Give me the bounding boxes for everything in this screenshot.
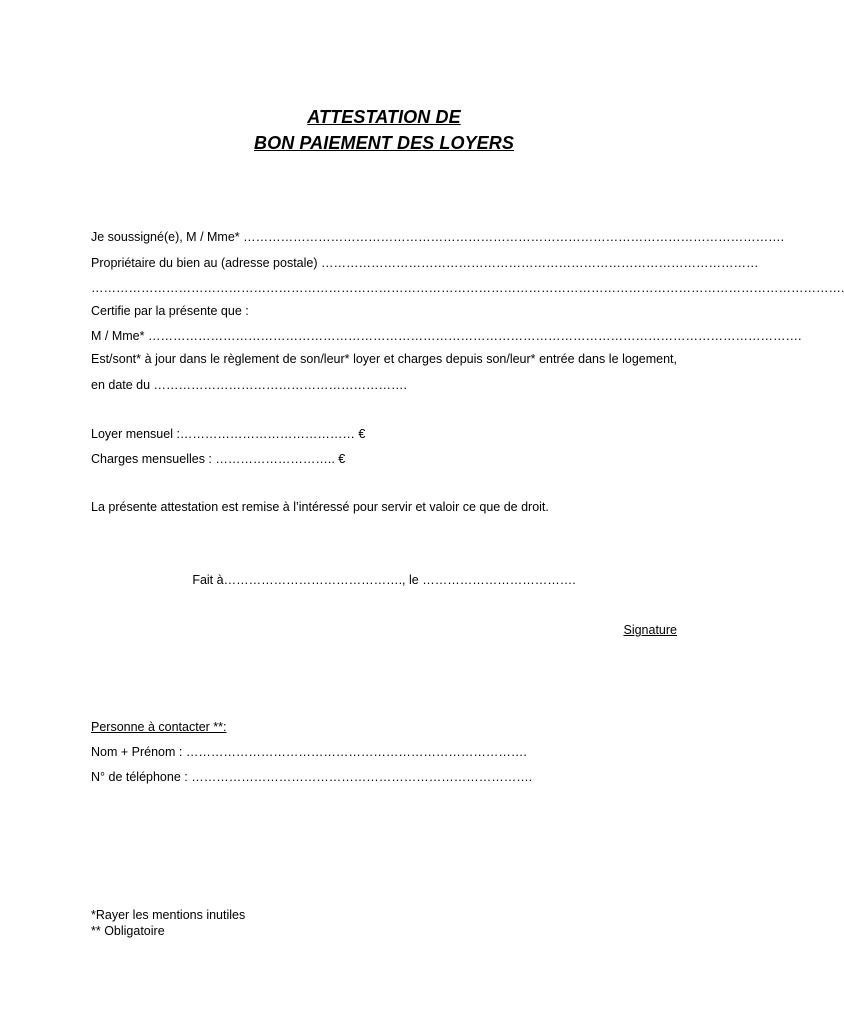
soussigne-line: Je soussigné(e), M / Mme* …………………………………………………………………………………………………………………. <box>91 230 785 244</box>
title-line-1: ATTESTATION DE <box>307 107 461 127</box>
adresse-suite-line: ………………………………………………………………………………………………………………………………………………………………. <box>91 281 844 295</box>
certifie-line: Certifie par la présente que : <box>91 304 249 318</box>
footnote-obligatoire: ** Obligatoire <box>91 924 165 938</box>
loyer-line: Loyer mensuel :…………………………………… € <box>91 427 366 441</box>
contact-heading-wrap <box>91 719 677 735</box>
fait-line: Fait à……………………………………., le ………………………………. <box>192 573 576 587</box>
footnote-rayer: *Rayer les mentions inutiles <box>91 908 246 922</box>
estsont-paragraph: Est/sont* à jour dans le règlement de son/leur* loyer et charges depuis son/leur* entrée dans le logement, en date du ……………………………………………………. <box>91 352 677 392</box>
charges-line: Charges mensuelles : ……………………….. € <box>91 452 346 466</box>
proprietaire-line: Propriétaire du bien au (adresse postale) …………………………………………………………………………………………… <box>91 256 759 270</box>
nom-line: Nom + Prénom : ………………………………………………………………………. <box>91 745 527 759</box>
title-line-2: BON PAIEMENT DES LOYERS <box>254 133 514 153</box>
document-title <box>0 104 768 156</box>
locataire-line: M / Mme* …………………………………………………………………………………………………………………………………………. <box>91 329 802 343</box>
telephone-line: N° de téléphone : ………………………………………………………………………. <box>91 770 533 784</box>
remise-line: La présente attestation est remise à l’intéressé pour servir et valoir ce que de droit. <box>91 500 549 514</box>
contact-heading: Personne à contacter **: <box>91 720 227 734</box>
signature-label: Signature <box>623 623 677 637</box>
